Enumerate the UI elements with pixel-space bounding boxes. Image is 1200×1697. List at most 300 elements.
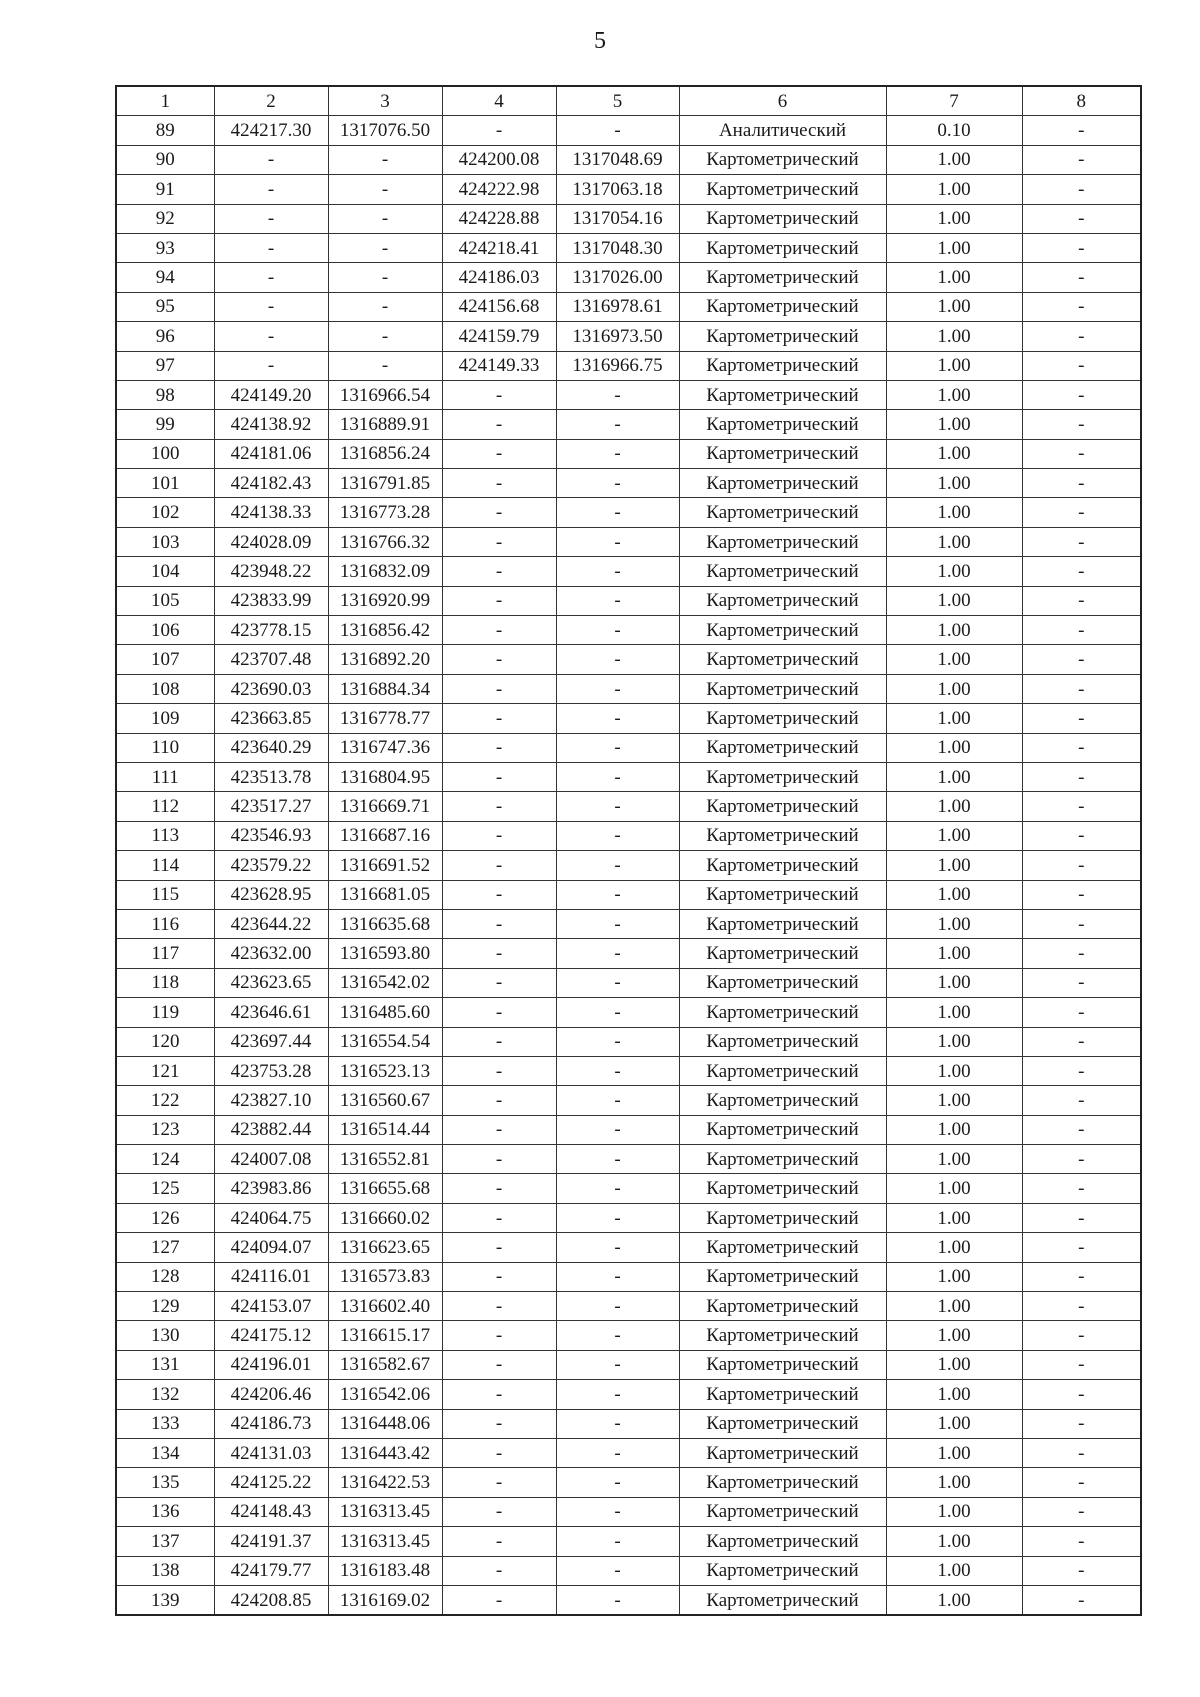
table-cell: 1.00 <box>886 909 1022 938</box>
table-cell: 1316660.02 <box>328 1203 442 1232</box>
table-cell: - <box>556 880 679 909</box>
table-row <box>116 1115 1141 1144</box>
table-cell: - <box>328 204 442 233</box>
table-cell: 1.00 <box>886 616 1022 645</box>
table-cell: 1316552.81 <box>328 1145 442 1174</box>
table-cell: 424148.43 <box>214 1497 328 1526</box>
table-row <box>116 233 1141 262</box>
table-cell: - <box>328 292 442 321</box>
table-cell: 1316514.44 <box>328 1115 442 1144</box>
table-cell: - <box>328 322 442 351</box>
table-cell: - <box>1022 1292 1141 1321</box>
table-cell: - <box>1022 1409 1141 1438</box>
table-cell: Картометрический <box>679 880 886 909</box>
table-cell: - <box>1022 1497 1141 1526</box>
table-row <box>116 762 1141 791</box>
table-cell: - <box>1022 1115 1141 1144</box>
table-cell: - <box>556 116 679 145</box>
table-cell: 424116.01 <box>214 1262 328 1291</box>
table-row <box>116 1056 1141 1085</box>
table-cell: - <box>442 1203 556 1232</box>
table-cell: Картометрический <box>679 1321 886 1350</box>
table-cell: - <box>1022 821 1141 850</box>
table-cell: Картометрический <box>679 1203 886 1232</box>
table-cell: 119 <box>116 998 214 1027</box>
table-cell: 423513.78 <box>214 762 328 791</box>
table-cell: 424208.85 <box>214 1585 328 1615</box>
table-cell: 1316542.02 <box>328 968 442 997</box>
table-cell: - <box>442 1086 556 1115</box>
table-cell: 95 <box>116 292 214 321</box>
table-cell: Картометрический <box>679 380 886 409</box>
table-cell: Картометрический <box>679 322 886 351</box>
table-cell: - <box>1022 616 1141 645</box>
table-cell: 424159.79 <box>442 322 556 351</box>
table-cell: 423632.00 <box>214 939 328 968</box>
table-cell: - <box>1022 1203 1141 1232</box>
table-cell: 106 <box>116 616 214 645</box>
column-header: 7 <box>886 86 1022 116</box>
table-cell: 1.00 <box>886 1233 1022 1262</box>
table-cell: Картометрический <box>679 557 886 586</box>
table-cell: - <box>1022 1056 1141 1085</box>
table-cell: 126 <box>116 1203 214 1232</box>
table-cell: Картометрический <box>679 1145 886 1174</box>
table-cell: - <box>1022 792 1141 821</box>
table-cell: - <box>442 939 556 968</box>
table-cell: - <box>214 175 328 204</box>
table-cell: 1316313.45 <box>328 1527 442 1556</box>
table-cell: 129 <box>116 1292 214 1321</box>
table-cell: Картометрический <box>679 968 886 997</box>
table-cell: Картометрический <box>679 616 886 645</box>
table-cell: 1.00 <box>886 263 1022 292</box>
table-cell: - <box>442 1468 556 1497</box>
table-cell: - <box>442 380 556 409</box>
table-cell: 1316448.06 <box>328 1409 442 1438</box>
table-cell: 424153.07 <box>214 1292 328 1321</box>
table-cell: - <box>442 1350 556 1379</box>
table-cell: - <box>556 998 679 1027</box>
table-cell: - <box>214 292 328 321</box>
table-cell: 123 <box>116 1115 214 1144</box>
table-cell: 424218.41 <box>442 233 556 262</box>
table-cell: - <box>1022 1145 1141 1174</box>
table-cell: - <box>442 968 556 997</box>
table-cell: 1317048.30 <box>556 233 679 262</box>
table-cell: - <box>442 527 556 556</box>
table-cell: 1.00 <box>886 1027 1022 1056</box>
table-row <box>116 145 1141 174</box>
table-cell: 125 <box>116 1174 214 1203</box>
table-cell: 1316856.42 <box>328 616 442 645</box>
table-cell: - <box>1022 1468 1141 1497</box>
table-cell: 1.00 <box>886 410 1022 439</box>
table-row <box>116 351 1141 380</box>
table-row <box>116 880 1141 909</box>
table-cell: - <box>1022 909 1141 938</box>
table-row <box>116 939 1141 968</box>
table-cell: - <box>442 998 556 1027</box>
table-cell: 424094.07 <box>214 1233 328 1262</box>
table-cell: - <box>556 1527 679 1556</box>
table-cell: 1316966.54 <box>328 380 442 409</box>
table-cell: - <box>442 851 556 880</box>
table-cell: 1.00 <box>886 1380 1022 1409</box>
table-cell: - <box>556 1350 679 1379</box>
table-row <box>116 410 1141 439</box>
table-row <box>116 1321 1141 1350</box>
table-cell: - <box>556 1233 679 1262</box>
page-number: 5 <box>594 28 606 54</box>
table-cell: - <box>442 410 556 439</box>
table-cell: - <box>556 498 679 527</box>
table-cell: 1317026.00 <box>556 263 679 292</box>
table-cell: - <box>442 116 556 145</box>
column-header: 5 <box>556 86 679 116</box>
table-cell: 1316892.20 <box>328 645 442 674</box>
table-cell: - <box>556 1086 679 1115</box>
table-cell: - <box>1022 645 1141 674</box>
table-body <box>116 116 1141 1615</box>
table-row <box>116 1380 1141 1409</box>
table-cell: - <box>556 762 679 791</box>
table-cell: 424156.68 <box>442 292 556 321</box>
table-cell: 1317063.18 <box>556 175 679 204</box>
table-cell: - <box>1022 998 1141 1027</box>
table-cell: 1.00 <box>886 439 1022 468</box>
table-row <box>116 1262 1141 1291</box>
table-cell: 1316554.54 <box>328 1027 442 1056</box>
table-cell: Картометрический <box>679 998 886 1027</box>
table-cell: - <box>556 674 679 703</box>
table-cell: - <box>1022 498 1141 527</box>
table-cell: Картометрический <box>679 1497 886 1526</box>
table-cell: 93 <box>116 233 214 262</box>
table-cell: 424149.20 <box>214 380 328 409</box>
table-cell: 1316687.16 <box>328 821 442 850</box>
table-cell: 423663.85 <box>214 704 328 733</box>
table-cell: - <box>1022 145 1141 174</box>
table-cell: - <box>1022 527 1141 556</box>
table-cell: 127 <box>116 1233 214 1262</box>
table-cell: 424222.98 <box>442 175 556 204</box>
table-cell: 91 <box>116 175 214 204</box>
table-row <box>116 586 1141 615</box>
table-cell: Картометрический <box>679 175 886 204</box>
table-cell: Картометрический <box>679 1086 886 1115</box>
table-cell: - <box>442 1438 556 1467</box>
table-cell: - <box>1022 1527 1141 1556</box>
table-cell: 114 <box>116 851 214 880</box>
table-cell: - <box>442 762 556 791</box>
table-row <box>116 704 1141 733</box>
table-cell: 424200.08 <box>442 145 556 174</box>
table-cell: 424182.43 <box>214 469 328 498</box>
table-cell: Картометрический <box>679 439 886 468</box>
table-cell: - <box>442 1292 556 1321</box>
table-cell: 107 <box>116 645 214 674</box>
table-cell: - <box>442 1115 556 1144</box>
table-cell: - <box>442 1056 556 1085</box>
table-cell: 1.00 <box>886 1350 1022 1379</box>
table-cell: 1.00 <box>886 1321 1022 1350</box>
table-cell: Картометрический <box>679 821 886 850</box>
table-cell: 1.00 <box>886 1585 1022 1615</box>
table-cell: Картометрический <box>679 263 886 292</box>
table-cell: 98 <box>116 380 214 409</box>
table-row <box>116 674 1141 703</box>
table-cell: 1316669.71 <box>328 792 442 821</box>
table-cell: - <box>556 1380 679 1409</box>
table-cell: - <box>556 1468 679 1497</box>
table-cell: Картометрический <box>679 204 886 233</box>
table-cell: 0.10 <box>886 116 1022 145</box>
table-cell: Картометрический <box>679 1468 886 1497</box>
table-cell: Картометрический <box>679 351 886 380</box>
table-cell: 1316691.52 <box>328 851 442 880</box>
table-cell: Картометрический <box>679 939 886 968</box>
table-cell: 118 <box>116 968 214 997</box>
table-cell: 1.00 <box>886 586 1022 615</box>
table-cell: 423640.29 <box>214 733 328 762</box>
table-cell: 1.00 <box>886 880 1022 909</box>
table-cell: 1317054.16 <box>556 204 679 233</box>
table-cell: - <box>1022 469 1141 498</box>
table-cell: 1316804.95 <box>328 762 442 791</box>
table-cell: 424181.06 <box>214 439 328 468</box>
table-cell: Картометрический <box>679 1350 886 1379</box>
column-header: 4 <box>442 86 556 116</box>
table-cell: - <box>442 1027 556 1056</box>
table-cell: 99 <box>116 410 214 439</box>
table-cell: - <box>556 1556 679 1585</box>
table-cell: - <box>1022 586 1141 615</box>
table-row <box>116 116 1141 145</box>
table-cell: - <box>442 733 556 762</box>
table-cell: 1.00 <box>886 204 1022 233</box>
table-cell: 424206.46 <box>214 1380 328 1409</box>
table-cell: 1316766.32 <box>328 527 442 556</box>
table-row <box>116 1174 1141 1203</box>
table-cell: 1.00 <box>886 792 1022 821</box>
table-cell: 1316655.68 <box>328 1174 442 1203</box>
table-cell: 1.00 <box>886 1115 1022 1144</box>
table-cell: Картометрический <box>679 674 886 703</box>
table-cell: Картометрический <box>679 233 886 262</box>
table-cell: 94 <box>116 263 214 292</box>
table-cell: Картометрический <box>679 586 886 615</box>
table-cell: 424007.08 <box>214 1145 328 1174</box>
table-cell: 136 <box>116 1497 214 1526</box>
table-cell: - <box>1022 292 1141 321</box>
table-cell: - <box>556 1321 679 1350</box>
table-cell: 131 <box>116 1350 214 1379</box>
table-cell: - <box>328 351 442 380</box>
table-cell: - <box>442 1174 556 1203</box>
table-cell: - <box>556 557 679 586</box>
table-cell: 1.00 <box>886 1203 1022 1232</box>
table-cell: - <box>556 586 679 615</box>
table-cell: 423882.44 <box>214 1115 328 1144</box>
table-row <box>116 322 1141 351</box>
table-cell: 1316889.91 <box>328 410 442 439</box>
header-row <box>116 86 1141 116</box>
table-cell: 423690.03 <box>214 674 328 703</box>
table-cell: - <box>442 880 556 909</box>
table-cell: Картометрический <box>679 1380 886 1409</box>
table-cell: 1.00 <box>886 1438 1022 1467</box>
table-cell: - <box>442 1409 556 1438</box>
table-cell: - <box>556 821 679 850</box>
table-cell: - <box>328 233 442 262</box>
table-cell: Картометрический <box>679 1292 886 1321</box>
table-cell: 423623.65 <box>214 968 328 997</box>
table-cell: 122 <box>116 1086 214 1115</box>
table-cell: - <box>1022 1380 1141 1409</box>
table-cell: 111 <box>116 762 214 791</box>
table-cell: - <box>556 851 679 880</box>
table-cell: 137 <box>116 1527 214 1556</box>
table-cell: 1316485.60 <box>328 998 442 1027</box>
coordinates-table <box>115 85 1142 1616</box>
table-cell: - <box>556 1585 679 1615</box>
table-cell: 1316832.09 <box>328 557 442 586</box>
table-cell: 1316169.02 <box>328 1585 442 1615</box>
table-cell: 116 <box>116 909 214 938</box>
table-cell: - <box>442 704 556 733</box>
table-cell: - <box>1022 851 1141 880</box>
table-cell: 1316602.40 <box>328 1292 442 1321</box>
table-row <box>116 469 1141 498</box>
table-cell: 1.00 <box>886 674 1022 703</box>
table-cell: 1.00 <box>886 557 1022 586</box>
table-cell: 424186.73 <box>214 1409 328 1438</box>
table-row <box>116 1350 1141 1379</box>
table-cell: - <box>556 1115 679 1144</box>
table-cell: 423753.28 <box>214 1056 328 1085</box>
table-cell: 109 <box>116 704 214 733</box>
table-cell: - <box>1022 116 1141 145</box>
table-cell: Картометрический <box>679 1233 886 1262</box>
table-row <box>116 616 1141 645</box>
table-cell: - <box>214 204 328 233</box>
table-row <box>116 851 1141 880</box>
table-row <box>116 498 1141 527</box>
table-cell: - <box>328 175 442 204</box>
table-cell: Картометрический <box>679 792 886 821</box>
table-cell: 1.00 <box>886 233 1022 262</box>
table-cell: 1316422.53 <box>328 1468 442 1497</box>
table-cell: - <box>442 1497 556 1526</box>
table-cell: - <box>442 1527 556 1556</box>
table-cell: - <box>442 616 556 645</box>
table-cell: 424125.22 <box>214 1468 328 1497</box>
table-cell: 113 <box>116 821 214 850</box>
table-cell: - <box>1022 1027 1141 1056</box>
table-cell: 1.00 <box>886 1262 1022 1291</box>
table-cell: 1316593.80 <box>328 939 442 968</box>
table-header <box>116 86 1141 116</box>
table-cell: 424228.88 <box>442 204 556 233</box>
table-cell: - <box>1022 1585 1141 1615</box>
table-row <box>116 792 1141 821</box>
table-cell: 1.00 <box>886 1174 1022 1203</box>
table-cell: 423579.22 <box>214 851 328 880</box>
table-row <box>116 204 1141 233</box>
table-cell: 1.00 <box>886 645 1022 674</box>
table-cell: 1.00 <box>886 322 1022 351</box>
table-cell: - <box>1022 1438 1141 1467</box>
table-cell: - <box>442 645 556 674</box>
table-cell: Картометрический <box>679 733 886 762</box>
table-cell: 1.00 <box>886 145 1022 174</box>
table-cell: 130 <box>116 1321 214 1350</box>
column-header: 8 <box>1022 86 1141 116</box>
table-cell: 1316791.85 <box>328 469 442 498</box>
table-cell: 1.00 <box>886 1468 1022 1497</box>
table-cell: 1.00 <box>886 1409 1022 1438</box>
table-cell: 1.00 <box>886 1527 1022 1556</box>
table-cell: - <box>556 380 679 409</box>
table-row <box>116 1292 1141 1321</box>
table-cell: 1.00 <box>886 1086 1022 1115</box>
table-cell: - <box>214 322 328 351</box>
table-cell: 423644.22 <box>214 909 328 938</box>
table-cell: 92 <box>116 204 214 233</box>
table-cell: Картометрический <box>679 1527 886 1556</box>
table-cell: 1316183.48 <box>328 1556 442 1585</box>
table-cell: Картометрический <box>679 1409 886 1438</box>
table-cell: Картометрический <box>679 498 886 527</box>
table-cell: - <box>1022 674 1141 703</box>
table-cell: - <box>442 1145 556 1174</box>
table-row <box>116 645 1141 674</box>
table-row <box>116 557 1141 586</box>
table-cell: - <box>442 557 556 586</box>
table-cell: 1.00 <box>886 762 1022 791</box>
table-row <box>116 1497 1141 1526</box>
column-header: 2 <box>214 86 328 116</box>
table-cell: 135 <box>116 1468 214 1497</box>
table-cell: 1.00 <box>886 1292 1022 1321</box>
table-cell: 1.00 <box>886 1056 1022 1085</box>
table-cell: 112 <box>116 792 214 821</box>
table-cell: - <box>1022 1262 1141 1291</box>
table-cell: Картометрический <box>679 1056 886 1085</box>
table-cell: Картометрический <box>679 292 886 321</box>
table-cell: - <box>1022 263 1141 292</box>
table-cell: 423697.44 <box>214 1027 328 1056</box>
table-row <box>116 175 1141 204</box>
table-cell: - <box>442 909 556 938</box>
table-cell: - <box>556 792 679 821</box>
column-header: 1 <box>116 86 214 116</box>
table-cell: - <box>556 1262 679 1291</box>
table-cell: 1316973.50 <box>556 322 679 351</box>
table-cell: 1.00 <box>886 292 1022 321</box>
table-cell: Картометрический <box>679 909 886 938</box>
table-row <box>116 292 1141 321</box>
table-cell: 124 <box>116 1145 214 1174</box>
table-cell: - <box>1022 704 1141 733</box>
table-cell: - <box>1022 1233 1141 1262</box>
table-cell: 1316615.17 <box>328 1321 442 1350</box>
table-cell: 115 <box>116 880 214 909</box>
table-cell: - <box>1022 1321 1141 1350</box>
table-cell: 1316623.65 <box>328 1233 442 1262</box>
table-cell: 1316681.05 <box>328 880 442 909</box>
